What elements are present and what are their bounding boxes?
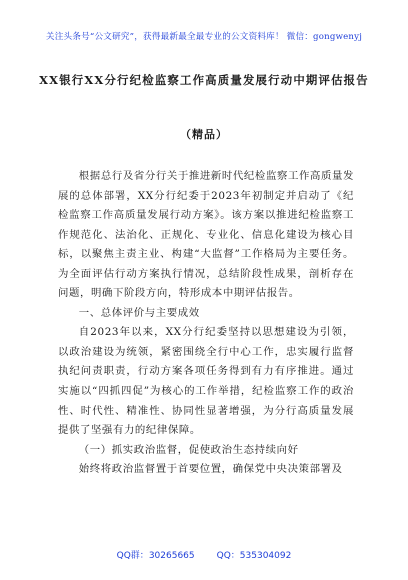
paragraph-intro: 根据总行及省分行关于推进新时代纪检监察工作高质量发展的总体部署，XX分行纪委于2023年初制定并启动了《纪检监察工作高质量发展行动方案》。该方案以推进纪检监察工作规范化、法治化、正规化、专业化、信息化建设为核心目标，以聚焦主责主业、构建“大监督”工作格局为主要任务。为全面评估行动方案执行情况，总结阶段性成果，剖析存在问题，明确下阶段方向，特形成本中期评估报告。	[58, 170, 354, 300]
subsection-heading-1: （一）抓实政治监督，促使政治生态持续向好	[78, 443, 299, 456]
footer-qq-label: QQ：	[216, 551, 240, 561]
paragraph-political-supervision: 始终将政治监督置于首要位置，确保党中央决策部署及	[78, 463, 343, 476]
header-banner: 关注头条号“公文研究”，获得最新最全最专业的公文资料库！ 微信：gongwenyj	[45, 32, 363, 42]
document-body	[58, 167, 354, 480]
footer-qq-group-label: QQ群：	[116, 551, 149, 561]
document-subtitle: （精品）	[180, 128, 228, 141]
document-title: XX银行XX分行纪检监察工作高质量发展行动中期评估报告	[39, 73, 369, 87]
footer-contact	[0, 548, 408, 561]
footer-qq-number: 535304092	[239, 551, 292, 561]
footer-qq-group-number: 30265665	[148, 551, 195, 561]
section-heading-1: 一、总体评价与主要成效	[78, 306, 200, 319]
paragraph-evaluation: 自2023年以来，XX分行纪委坚持以思想建设为引领，以政治建设为统领，紧密围绕全行中心工作，忠实履行监督执纪问责职责，行动方案各项任务得到有力有序推进。通过实施以“四抓四促”为核心的工作举措，纪检监察工作的政治性、时代性、精准性、协同性显著增强，为分行高质量发展提供了坚强有力的纪律保障。	[58, 326, 354, 437]
